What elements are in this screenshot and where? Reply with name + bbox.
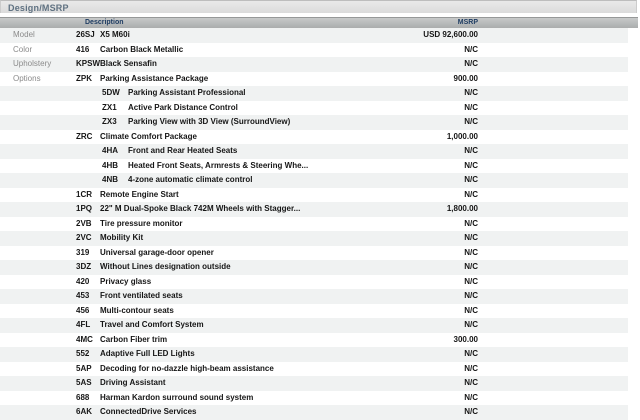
table-row[interactable]: [0, 376, 628, 391]
table-row[interactable]: [0, 28, 628, 43]
table-row[interactable]: [0, 289, 628, 304]
table-row[interactable]: [0, 72, 628, 87]
row-description: Active Park Distance Control: [128, 102, 238, 112]
row-description: Front ventilated seats: [100, 291, 183, 300]
row-msrp: N/C: [464, 44, 478, 54]
row-code: 4NB: [102, 175, 119, 184]
row-code: ZPK: [76, 73, 92, 83]
row-description: 22" M Dual-Spoke Black 742M Wheels with Stagger...: [100, 204, 301, 213]
row-description: Heated Front Seats, Armrests & Steering Whe...: [128, 160, 309, 170]
table-row[interactable]: [0, 130, 628, 145]
row-msrp: N/C: [464, 102, 478, 112]
row-msrp: N/C: [464, 291, 478, 300]
table-body: [0, 28, 628, 420]
row-description: Black Sensafin: [100, 59, 157, 68]
table-row[interactable]: [0, 43, 628, 58]
row-code: 4MC: [76, 334, 93, 344]
row-code: 4HB: [102, 160, 119, 170]
row-description: Decoding for no-dazzle high-beam assistance: [100, 363, 274, 373]
table-row[interactable]: [0, 362, 628, 377]
row-msrp: N/C: [464, 218, 478, 228]
table-row[interactable]: [0, 391, 628, 406]
row-msrp: 1,000.00: [446, 131, 478, 141]
row-code: 2VC: [76, 233, 92, 242]
row-description: Adaptive Full LED Lights: [100, 349, 195, 358]
row-description: 4-zone automatic climate control: [128, 175, 253, 184]
row-code: 26SJ: [76, 30, 95, 39]
table-row[interactable]: [0, 115, 628, 130]
row-msrp: N/C: [464, 189, 478, 199]
row-description: Harman Kardon surround sound system: [100, 392, 254, 402]
table-row[interactable]: [0, 333, 628, 348]
row-msrp: USD 92,600.00: [423, 30, 478, 39]
row-msrp: N/C: [464, 247, 478, 257]
row-code: 456: [76, 305, 90, 315]
row-code: ZX3: [102, 117, 117, 126]
row-code: KPSW: [76, 59, 100, 68]
row-msrp: N/C: [464, 262, 478, 271]
row-code: 5AS: [76, 378, 92, 387]
table-row[interactable]: [0, 217, 628, 232]
row-description: X5 M60i: [100, 30, 130, 39]
table-row[interactable]: [0, 202, 628, 217]
row-code: 6AK: [76, 407, 93, 416]
table-row[interactable]: [0, 275, 628, 290]
row-description: Front and Rear Heated Seats: [128, 146, 238, 155]
row-description: Carbon Black Metallic: [100, 44, 184, 54]
row-group-label: Upholstery: [13, 59, 52, 68]
table-row[interactable]: [0, 144, 628, 159]
column-header-msrp: MSRP: [457, 19, 478, 26]
row-code: 5AP: [76, 363, 92, 373]
row-description: Travel and Comfort System: [100, 320, 204, 329]
row-code: ZRC: [76, 131, 93, 141]
row-description: Carbon Fiber trim: [100, 334, 168, 344]
page-title: Design/MSRP: [8, 3, 69, 13]
row-code: 319: [76, 247, 90, 257]
row-msrp: N/C: [464, 363, 478, 373]
row-code: 5DW: [102, 88, 120, 97]
row-description: Without Lines designation outside: [100, 262, 231, 271]
table-row[interactable]: [0, 246, 628, 261]
row-msrp: 900.00: [453, 73, 478, 83]
row-msrp: N/C: [464, 117, 478, 126]
row-msrp: N/C: [464, 392, 478, 402]
table-header-row: [0, 17, 638, 28]
row-msrp: N/C: [464, 349, 478, 358]
row-msrp: N/C: [464, 88, 478, 97]
row-code: 416: [76, 44, 90, 54]
row-code: 453: [76, 291, 90, 300]
table-row[interactable]: [0, 318, 628, 333]
row-code: 420: [76, 276, 90, 286]
row-code: 1PQ: [76, 204, 93, 213]
row-code: 4FL: [76, 320, 91, 329]
table-row[interactable]: [0, 347, 628, 362]
table-row[interactable]: [0, 405, 628, 420]
row-code: 3DZ: [76, 262, 92, 271]
page-title-bar: [0, 0, 637, 13]
row-group-label: Options: [13, 73, 41, 83]
table-row[interactable]: [0, 173, 628, 188]
row-msrp: N/C: [464, 305, 478, 315]
row-msrp: N/C: [464, 59, 478, 68]
row-msrp: N/C: [464, 276, 478, 286]
row-description: ConnectedDrive Services: [100, 407, 197, 416]
row-code: 4HA: [102, 146, 119, 155]
row-description: Universal garage-door opener: [100, 247, 214, 257]
row-group-label: Model: [13, 30, 35, 39]
row-msrp: N/C: [464, 160, 478, 170]
row-description: Tire pressure monitor: [100, 218, 183, 228]
row-msrp: N/C: [464, 175, 478, 184]
row-msrp: 1,800.00: [446, 204, 478, 213]
row-code: 2VB: [76, 218, 92, 228]
table-row[interactable]: [0, 260, 628, 275]
row-description: Parking Assistant Professional: [128, 88, 246, 97]
row-group-label: Color: [13, 44, 33, 54]
row-description: Driving Assistant: [100, 378, 166, 387]
row-description: Remote Engine Start: [100, 189, 179, 199]
row-code: 1CR: [76, 189, 93, 199]
row-description: Parking View with 3D View (SurroundView): [128, 117, 291, 126]
row-msrp: N/C: [464, 320, 478, 329]
row-msrp: N/C: [464, 146, 478, 155]
table-row[interactable]: [0, 57, 628, 72]
table-row[interactable]: [0, 188, 628, 203]
table-row[interactable]: [0, 231, 628, 246]
row-description: Parking Assistance Package: [100, 73, 209, 83]
column-header-description: Description: [85, 19, 124, 26]
table-row[interactable]: [0, 86, 628, 101]
row-description: Mobility Kit: [100, 233, 144, 242]
row-code: 688: [76, 392, 90, 402]
row-description: Privacy glass: [100, 276, 152, 286]
table-row[interactable]: [0, 159, 628, 174]
row-msrp: N/C: [464, 378, 478, 387]
row-description: Climate Comfort Package: [100, 131, 197, 141]
row-msrp: N/C: [464, 407, 478, 416]
table-row[interactable]: [0, 101, 628, 116]
row-msrp: N/C: [464, 233, 478, 242]
table-row[interactable]: [0, 304, 628, 319]
row-msrp: 300.00: [453, 334, 478, 344]
row-code: 552: [76, 349, 90, 358]
row-description: Multi-contour seats: [100, 305, 174, 315]
row-code: ZX1: [102, 102, 117, 112]
